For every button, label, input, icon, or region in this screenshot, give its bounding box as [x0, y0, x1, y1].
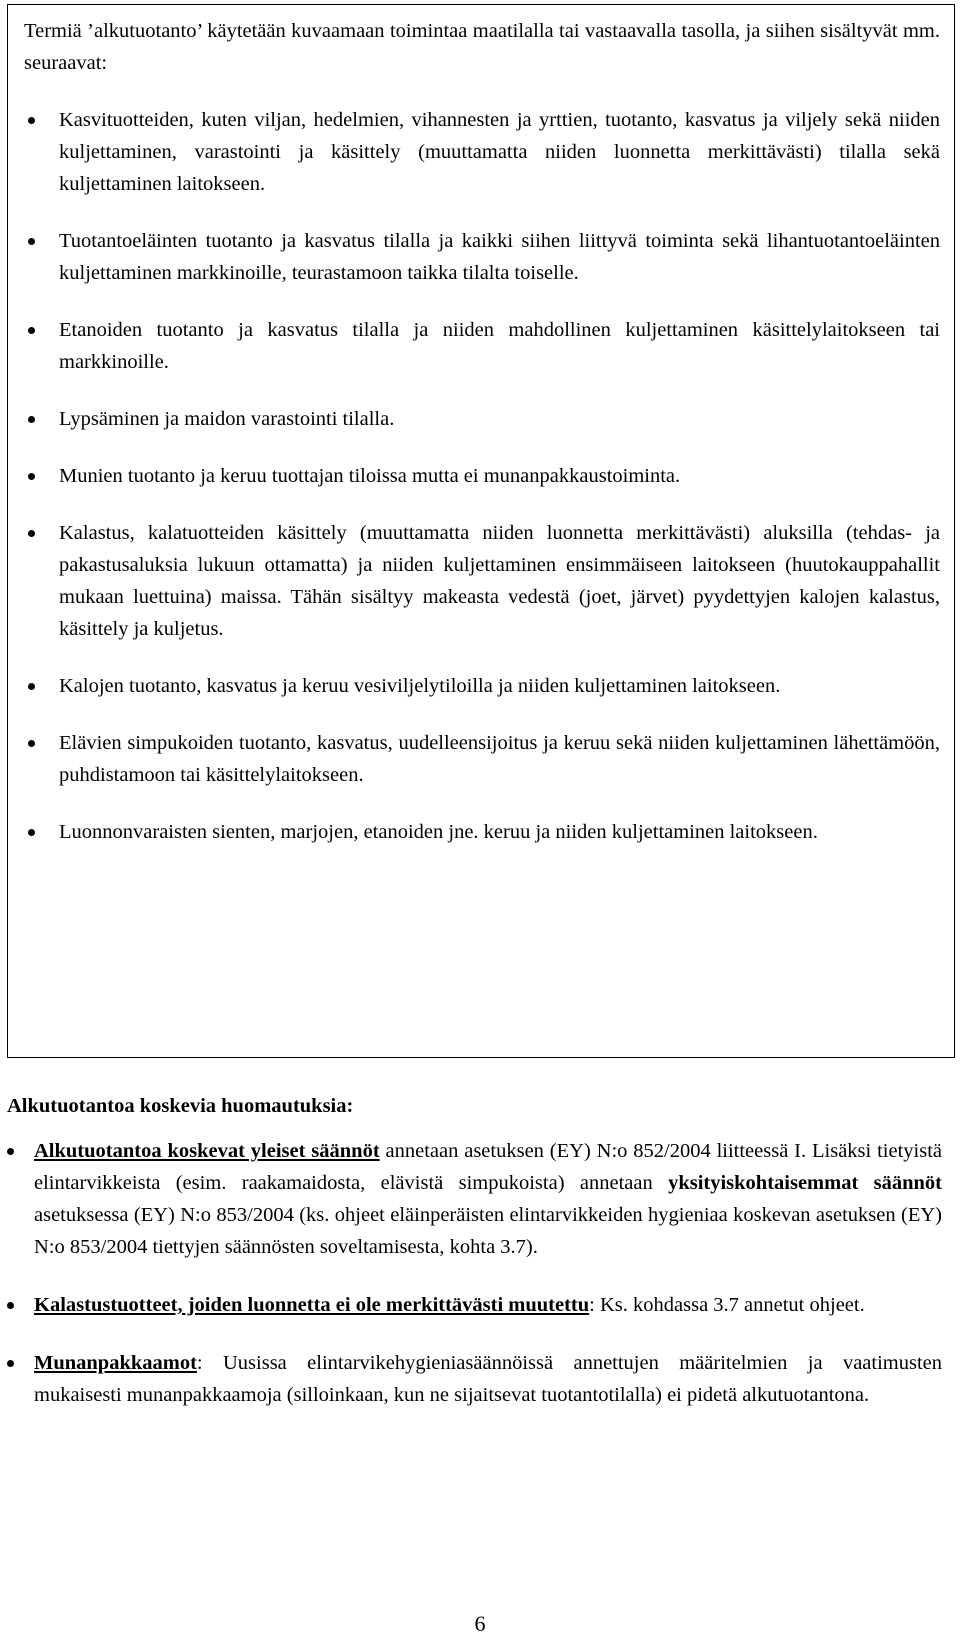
intro-paragraph: Termiä ’alkutuotanto’ käytetään kuvaamaan toimintaa maatilalla tai vastaavalla tasolla, ja siihen sisältyvät mm. seuraavat:	[24, 20, 940, 74]
bullet-icon	[28, 416, 35, 423]
note-emphasis: yksityiskohtaisemmat säännöt	[668, 1172, 942, 1194]
note-text: : Ks. kohdassa 3.7 annetut ohjeet.	[589, 1294, 865, 1316]
bullet-icon	[28, 327, 35, 334]
note-item	[7, 1135, 942, 1263]
note-item	[7, 1347, 942, 1411]
note-text: annetaan asetuksen (EY) N:o 852/2004 liitteessä I. Lisäksi tietyistä elintarvikkeista (esim. raakamaidosta, elävistä simpukoista) annetaan	[34, 1140, 942, 1194]
list-item	[24, 225, 940, 289]
list-item	[24, 670, 940, 702]
list-item-text: Kalojen tuotanto, kasvatus ja keruu vesiviljelytiloilla ja niiden kuljettaminen laitokseen.	[59, 675, 781, 697]
list-item-text: Kalastus, kalatuotteiden käsittely (muuttamatta niiden luonnetta merkittävästi) aluksilla (tehdas- ja pakastusaluksia lukuun ottamatta) ja niiden kuljettaminen ensimmäiseen laitokseen (huutokauppahallit mukaan luettuina) maissa. Tähän sisältyy makeasta vedestä (joet, järvet) pyydettyjen kalojen kalastus, käsittely ja kuljetus.	[59, 522, 940, 640]
list-item	[24, 816, 940, 848]
note-lead: Munanpakkaamot	[34, 1352, 197, 1374]
bullet-icon	[28, 238, 35, 245]
list-item-text: Lypsäminen ja maidon varastointi tilalla.	[59, 408, 395, 430]
list-item	[24, 727, 940, 791]
list-item	[24, 104, 940, 200]
note-lead: Alkutuotantoa koskevat yleiset säännöt	[34, 1140, 380, 1162]
list-item	[24, 460, 940, 492]
primary-production-list	[24, 104, 940, 848]
page-number: 6	[474, 1611, 486, 1636]
list-item-text: Munien tuotanto ja keruu tuottajan tiloissa mutta ei munanpakkaustoiminta.	[59, 465, 681, 487]
bullet-icon	[28, 829, 35, 836]
note-text: asetuksessa (EY) N:o 853/2004 (ks. ohjeet eläinperäisten elintarvikkeiden hygieniaa koskevan asetuksen (EY) N:o 853/2004 tiettyjen säännösten soveltamisesta, kohta 3.7).	[34, 1204, 942, 1258]
note-text: : Uusissa elintarvikehygieniasäännöissä annettujen määritelmien ja vaatimusten mukaisesti munanpakkaamoja (silloinkaan, kun ne sijaitsevat tuotantotilalla) ei pidetä alkutuotantona.	[34, 1352, 942, 1406]
list-item-text: Kasvituotteiden, kuten viljan, hedelmien, vihannesten ja yrttien, tuotanto, kasvatus ja viljely sekä niiden kuljettaminen, varastointi ja käsittely (muuttamatta niiden luonnetta merkittävästi) tilalla sekä kuljettaminen laitokseen.	[59, 109, 940, 195]
list-item	[24, 403, 940, 435]
bullet-icon	[28, 683, 35, 690]
bullet-icon	[7, 1302, 14, 1309]
list-item	[24, 314, 940, 378]
notes-heading: Alkutuotantoa koskevia huomautuksia:	[7, 1095, 354, 1117]
list-item-text: Elävien simpukoiden tuotanto, kasvatus, uudelleensijoitus ja keruu sekä niiden kuljettaminen lähettämöön, puhdistamoon tai käsittelylaitokseen.	[59, 732, 940, 786]
bullet-icon	[7, 1360, 14, 1367]
list-item-text: Luonnonvaraisten sienten, marjojen, etanoiden jne. keruu ja niiden kuljettaminen laitokseen.	[59, 821, 818, 843]
bullet-icon	[28, 530, 35, 537]
bullet-icon	[28, 473, 35, 480]
list-item-text: Etanoiden tuotanto ja kasvatus tilalla ja niiden mahdollinen kuljettaminen käsittelylaitokseen tai markkinoille.	[59, 319, 940, 373]
list-item-text: Tuotantoeläinten tuotanto ja kasvatus tilalla ja kaikki siihen liittyvä toiminta sekä lihantuotantoeläinten kuljettaminen markkinoille, teurastamoon taikka tilalta toiselle.	[59, 230, 940, 284]
bullet-icon	[7, 1148, 14, 1155]
primary-production-box	[7, 4, 955, 1058]
list-item	[24, 517, 940, 645]
notes-list	[7, 1135, 942, 1437]
bullet-icon	[28, 740, 35, 747]
note-item	[7, 1289, 942, 1321]
bullet-icon	[28, 117, 35, 124]
note-lead: Kalastustuotteet, joiden luonnetta ei ole merkittävästi muutettu	[34, 1294, 590, 1316]
